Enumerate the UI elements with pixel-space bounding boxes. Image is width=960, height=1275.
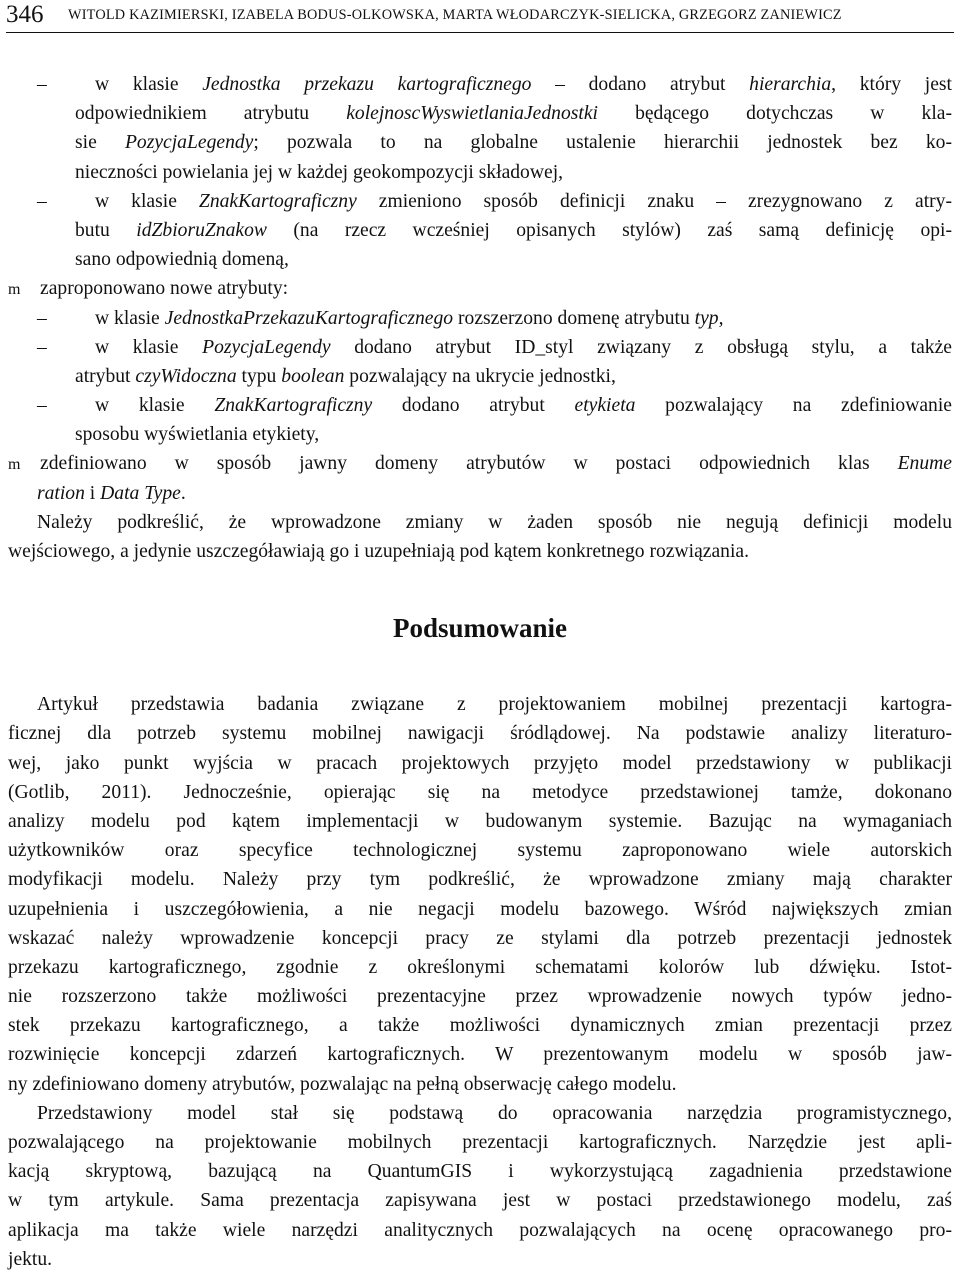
text-line: – w klasie ZnakKartograficzny dodano atrybut etykieta pozwalający na zdefiniowanie [8,391,952,420]
text-line: nieczności powielania jej w każdej geokompozycji składowej, [75,161,564,183]
dash-marker: – [37,307,47,329]
text-line: wej, jako punkt wyjścia w pracach projektowych przyjęto model przedstawiony w publikacji [8,752,952,774]
text-line: sano odpowiednią domeną, [75,249,289,271]
dash-marker: – [37,74,47,95]
text-line: m zaproponowano nowe atrybuty: [8,274,952,303]
text-line: modyfikacji modelu. Należy przy tym podkreślić, że wprowadzone zmiany mają charakter [8,869,952,891]
sub-list-item [8,304,952,333]
bullet-icon: m [8,281,21,299]
text-line: nie rozszerzono także możliwości prezentacyjne przez wprowadzenie nowych typów jedno- [8,986,952,1008]
class-name: ZnakKartograficzny [214,395,373,417]
list-item [8,449,952,507]
text-line: – w klasie JednostkaPrzekazuKartograficznego rozszerzono domenę atrybutu typ, [8,304,952,333]
text-line: – w klasie PozycjaLegendy dodano atrybut ID_styl związany z obsługą stylu, a także [8,333,952,362]
list-item [8,274,952,303]
text-line: (Gotlib, 2011). Jednocześnie, opierając się na metodyce przedstawionej tamże, dokonano [8,781,952,803]
attribute-name: etykieta [574,395,636,417]
text-line: Należy podkreślić, że wprowadzone zmiany w żaden sposób nie negują definicji modelu [37,511,952,533]
text-line: pozwalającego na projektowanie mobilnych prezentacji kartograficznych. Narzędzie jest apli- [8,1132,952,1153]
text-line: przekazu kartograficznego, zgodnie z określonymi schematami kolorów lub dźwięku. Istot- [8,956,952,978]
class-name: Enume [897,453,952,475]
summary-paragraph-2 [8,1099,952,1274]
class-name: JednostkaPrzekazuKartograficznego [164,307,454,329]
sub-list-item [8,333,952,391]
text-line: butu idZbioruZnakow (na rzecz wcześniej opisanych stylów) zaś samą definicję opi- [75,219,953,241]
text-line: sposobu wyświetlania etykiety, [75,424,320,446]
text-line: wskazać należy wprowadzenie koncepcji pracy ze stylami dla potrzeb prezentacji jednostek [8,927,952,949]
text-line: – w klasie ZnakKartograficzny zmieniono sposób definicji znaku – zrezygnowano z atry- [8,187,952,216]
sub-list-item [8,187,952,275]
text-line: uzupełnienia i uszczegółowienia, a nie negacji modelu bazowego. Wśród największych zmian [8,898,952,920]
text-line: użytkowników oraz specyfice technologicznej systemu zaproponowano wiele autorskich [8,840,952,862]
dash-marker: – [37,190,47,212]
text-line: wejściowego, a jedynie uszczegóławiają go i uzupełniają pod kątem konkretnego rozwiązania. [8,541,750,562]
text-line: sie PozycjaLegendy; pozwala to na globalne ustalenie hierarchii jednostek bez ko- [75,132,952,154]
text-line: kacją skryptową, bazującą na QuantumGIS i wykorzystującą zagadnienia przedstawione [8,1161,952,1183]
attribute-name: czyWidoczna [135,365,237,387]
attribute-name: kolejnoscWyswietlaniaJednostki [346,103,598,125]
authors-running-head: WITOLD KAZIMIERSKI, IZABELA BODUS-OLKOWSKA, MARTA WŁODARCZYK-SIELICKA, GRZEGORZ ZANIEWICZ [68,7,842,23]
text-line: ny zdefiniowano domeny atrybutów, pozwalając na pełną obserwację całego modelu. [8,1073,677,1095]
attribute-name: idZbioruZnakow [136,219,267,241]
text-line: atrybut czyWidoczna typu boolean pozwalający na ukrycie jednostki, [75,365,616,387]
text-line: rozwinięcie koncepcji zdarzeń kartograficznych. W prezentowanym modelu w sposób jaw- [8,1044,952,1066]
text-line: Przedstawiony model stał się podstawą do opracowania narzędzia programistycznego, [37,1102,952,1124]
article-body [8,70,952,1274]
text-line: Artykuł przedstawia badania związane z projektowaniem mobilnej prezentacji kartogra- [37,694,952,716]
class-name: PozycjaLegendy [202,336,331,358]
text-line: ration i Data Type. [37,482,186,504]
text-line: analizy modelu pod kątem implementacji w budowanym systemie. Bazując na wymaganiach [8,810,952,832]
dash-marker: – [37,395,47,417]
type-name: boolean [281,365,345,387]
section-heading: Podsumowanie [392,613,568,644]
text-line: aplikacja ma także wiele narzędzi analitycznych pozwalających na ocenę opracowanego pro- [8,1219,952,1241]
text-line: m zdefiniowano w sposób jawny domeny atrybutów w postaci odpowiednich klas Enume [8,449,952,478]
dash-marker: – [37,336,47,358]
text-line: – w klasie Jednostka przekazu kartograficznego – dodano atrybut hierarchia, który jest [8,70,952,99]
paragraph [8,508,952,566]
class-name: ZnakKartograficzny [198,190,357,212]
text-line: w tym artykule. Sama prezentacja zapisywana jest w postaci przedstawionego modelu, zaś [8,1190,952,1212]
page-number: 346 [6,1,44,28]
bullet-icon: m [8,456,21,474]
text-line: ficznej dla potrzeb systemu mobilnej nawigacji śródlądowej. Na podstawie analizy literaturo- [8,723,952,745]
attribute-name: typ, [694,307,724,329]
text-line: odpowiednikiem atrybutu kolejnoscWyswietlaniaJednostki będącego dotychczas w kla- [75,103,952,125]
text-line: stek przekazu kartograficznego, a także możliwości dynamicznych zmian prezentacji przez [8,1015,952,1037]
class-name: Jednostka przekazu kartograficznego [202,74,532,95]
running-header [6,0,954,33]
class-name: Data Type [100,482,181,504]
attribute-name: hierarchia [749,74,832,95]
sub-list-item [8,70,952,187]
sub-list-item [8,391,952,449]
text-line: jektu. [8,1248,53,1270]
class-name: PozycjaLegendy [124,132,254,154]
summary-paragraph-1 [8,690,952,1099]
